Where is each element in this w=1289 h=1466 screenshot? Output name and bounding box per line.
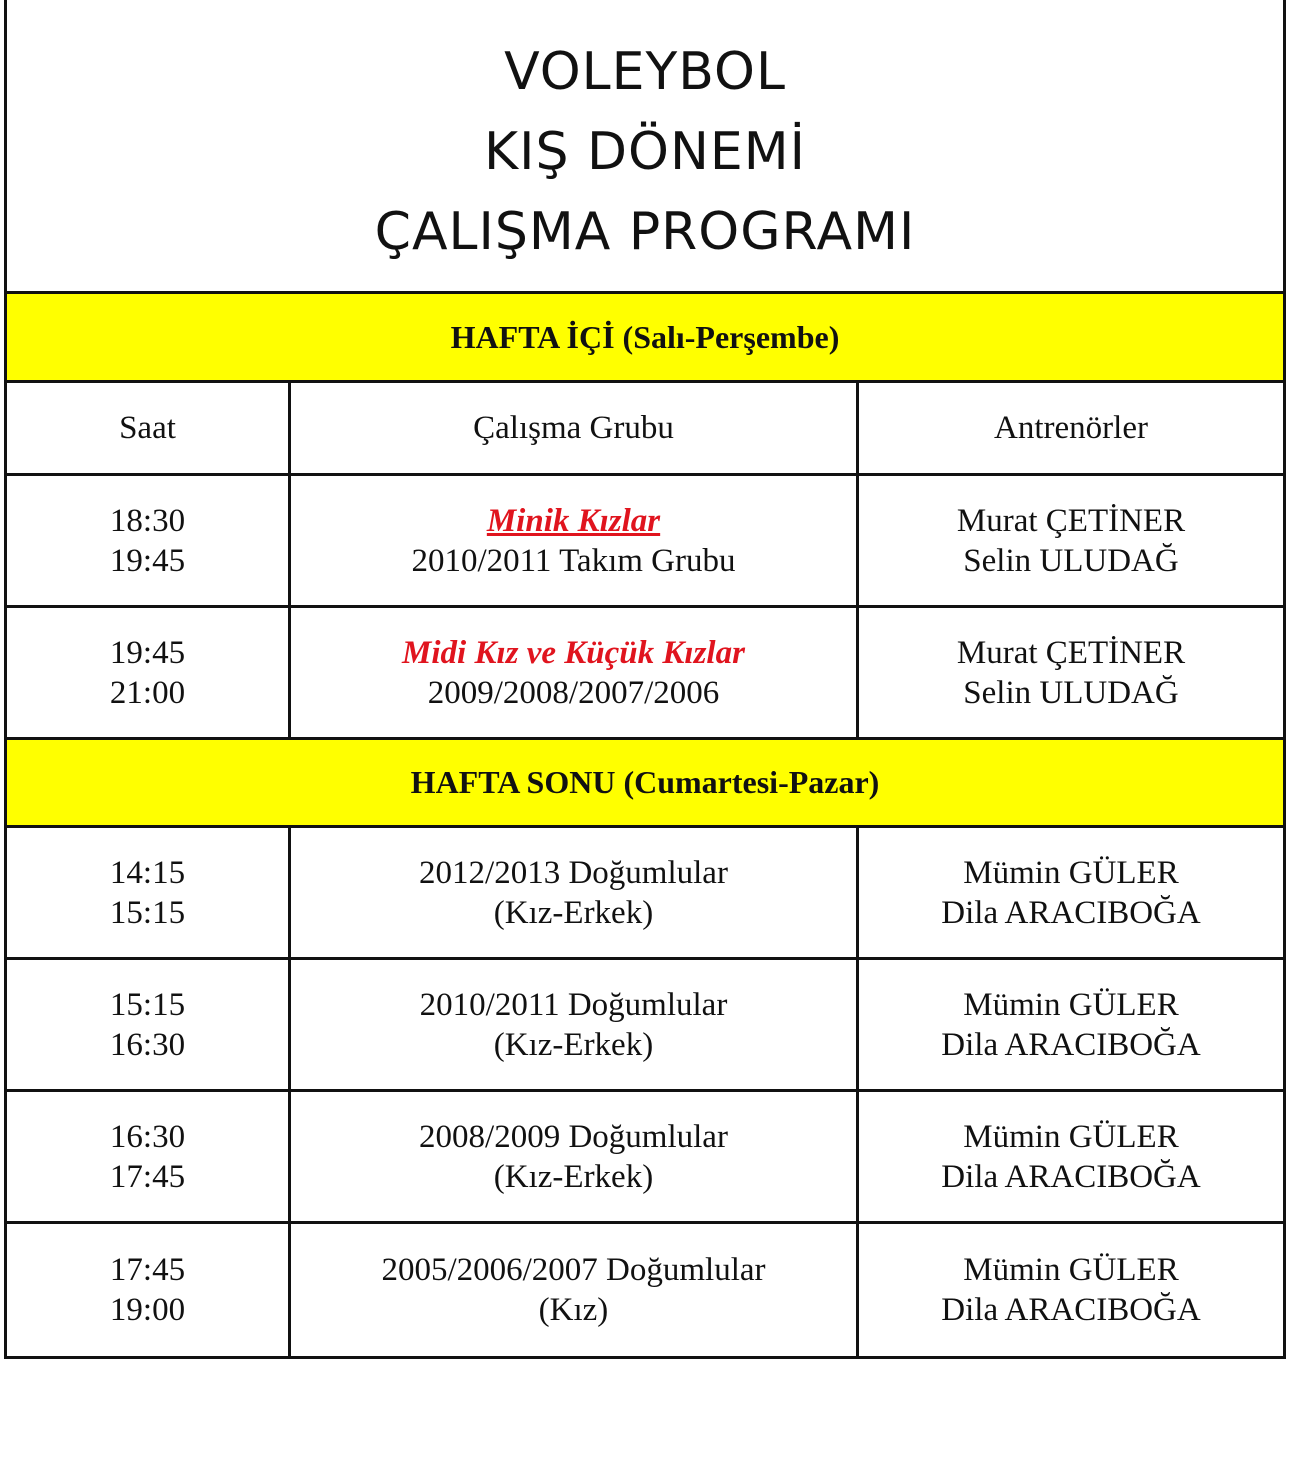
title-line-season: KIŞ DÖNEMİ	[484, 122, 806, 182]
table-row	[7, 1224, 1283, 1356]
coaches-cell	[859, 476, 1283, 605]
table-row	[7, 476, 1283, 608]
group-birth-years: 2008/2009 Doğumlular	[419, 1118, 728, 1155]
table-row	[7, 608, 1283, 740]
table-row	[7, 828, 1283, 960]
group-detail: 2009/2008/2007/2006	[427, 674, 720, 711]
table-row	[7, 1092, 1283, 1224]
table-header-row	[7, 383, 1283, 476]
end-time: 15:15	[109, 894, 186, 931]
group-gender: (Kız)	[538, 1292, 609, 1328]
group-birth-years: 2010/2011 Doğumlular	[419, 986, 728, 1023]
start-time: 16:30	[109, 1118, 186, 1155]
time-cell	[7, 828, 291, 957]
group-gender: (Kız-Erkek)	[493, 1026, 654, 1063]
group-cell	[291, 1092, 859, 1221]
weekday-band: HAFTA İÇİ (Salı-Perşembe)	[7, 294, 1283, 383]
coach-name: Mümin GÜLER	[963, 854, 1179, 891]
coaches-cell	[859, 1224, 1283, 1356]
coaches-cell	[859, 960, 1283, 1089]
group-title: Midi Kız ve Küçük Kızlar	[402, 634, 745, 671]
coaches-cell	[859, 608, 1283, 737]
group-cell	[291, 960, 859, 1089]
time-cell	[7, 1224, 291, 1356]
title-line-program: ÇALIŞMA PROGRAMI	[374, 202, 916, 262]
title-line-sport: VOLEYBOL	[504, 42, 786, 102]
end-time: 16:30	[109, 1026, 186, 1063]
group-gender: (Kız-Erkek)	[493, 1158, 654, 1195]
group-cell	[291, 1224, 859, 1356]
schedule-document	[4, 0, 1286, 1359]
coach-name: Selin ULUDAĞ	[963, 674, 1179, 711]
coach-name: Mümin GÜLER	[963, 986, 1179, 1023]
header-time: Saat	[7, 383, 291, 473]
coach-name: Murat ÇETİNER	[956, 502, 1186, 539]
start-time: 15:15	[109, 986, 186, 1023]
time-cell	[7, 476, 291, 605]
group-birth-years: 2005/2006/2007 Doğumlular	[381, 1252, 766, 1288]
header-coaches: Antrenörler	[994, 410, 1148, 446]
coaches-cell	[859, 828, 1283, 957]
start-time: 19:45	[109, 634, 186, 671]
end-time: 19:00	[109, 1292, 186, 1328]
header-group: Çalışma Grubu	[291, 383, 859, 473]
coach-name: Dila ARACIBOĞA	[941, 1026, 1201, 1063]
group-detail: 2010/2011 Takım Grubu	[411, 542, 736, 579]
group-gender: (Kız-Erkek)	[493, 894, 654, 931]
group-cell	[291, 476, 859, 605]
start-time: 17:45	[109, 1252, 186, 1288]
coach-name: Dila ARACIBOĞA	[941, 1158, 1201, 1195]
end-time: 21:00	[109, 674, 186, 711]
coach-name: Mümin GÜLER	[963, 1252, 1179, 1288]
group-cell	[291, 828, 859, 957]
coach-name: Selin ULUDAĞ	[963, 542, 1179, 579]
end-time: 17:45	[109, 1158, 186, 1195]
group-title: Minik Kızlar	[486, 502, 661, 539]
weekend-band: HAFTA SONU (Cumartesi-Pazar)	[7, 740, 1283, 828]
end-time: 19:45	[109, 542, 186, 579]
coach-name: Dila ARACIBOĞA	[941, 1292, 1201, 1328]
time-cell	[7, 1092, 291, 1221]
start-time: 14:15	[109, 854, 186, 891]
coach-name: Dila ARACIBOĞA	[941, 894, 1201, 931]
time-cell	[7, 608, 291, 737]
title-block	[7, 0, 1283, 294]
time-cell	[7, 960, 291, 1089]
table-row	[7, 960, 1283, 1092]
coach-name: Mümin GÜLER	[963, 1118, 1179, 1155]
group-birth-years: 2012/2013 Doğumlular	[419, 854, 728, 891]
coaches-cell	[859, 1092, 1283, 1221]
start-time: 18:30	[109, 502, 186, 539]
group-cell	[291, 608, 859, 737]
coach-name: Murat ÇETİNER	[956, 634, 1186, 671]
